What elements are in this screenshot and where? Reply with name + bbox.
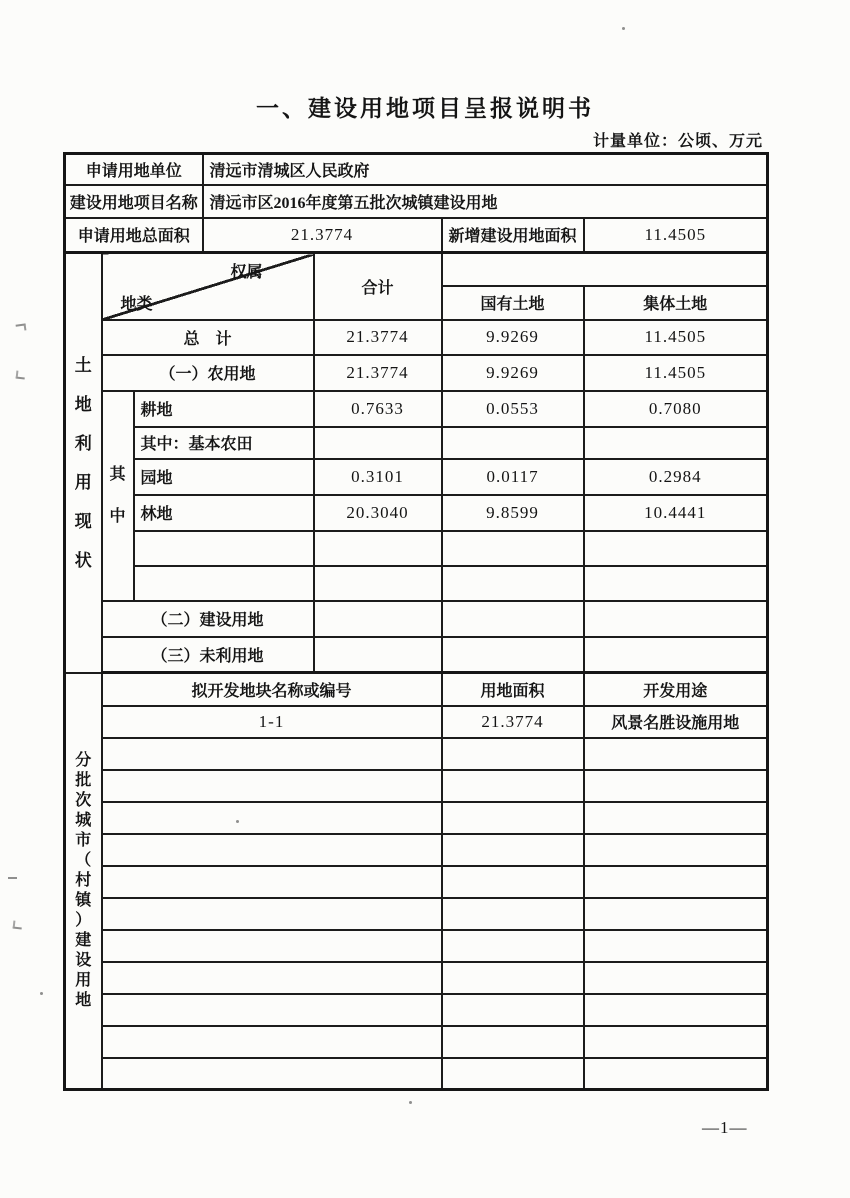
- empty-cell: [102, 770, 442, 802]
- unused-collective: [584, 637, 768, 673]
- empty-cell: [134, 531, 314, 566]
- column-header-parcel-name: 拟开发地块名称或编号: [102, 673, 442, 706]
- batch-section-label: [65, 673, 102, 1090]
- scan-artifact: [8, 877, 17, 879]
- row-label-garden: 园地: [134, 459, 314, 495]
- empty-cell: [584, 531, 768, 566]
- empty-cell: [584, 994, 768, 1026]
- diagonal-landtype-label: 地类: [120, 295, 153, 313]
- applicant-unit-value: 清远市清城区人民政府: [203, 154, 768, 185]
- new-area-value: 11.4505: [584, 218, 768, 253]
- unused-state: [442, 637, 584, 673]
- empty-cell: [442, 898, 584, 930]
- empty-cell: [102, 834, 442, 866]
- agricultural-collective: 11.4505: [584, 355, 768, 391]
- empty-cell: [314, 531, 442, 566]
- empty-cell: [584, 962, 768, 994]
- page-number: —1—: [702, 1118, 748, 1137]
- garden-total: 0.3101: [314, 459, 442, 495]
- empty-cell: [584, 898, 768, 930]
- parcel-name: 1-1: [102, 706, 442, 738]
- empty-cell: [442, 962, 584, 994]
- parcel-use: 风景名胜设施用地: [584, 706, 768, 738]
- row-label-unused: （三）未利用地: [102, 637, 314, 673]
- empty-cell: [584, 738, 768, 770]
- column-header-collective-land: 集体土地: [584, 286, 768, 320]
- empty-cell: [442, 930, 584, 962]
- scan-artifact: [16, 323, 27, 331]
- garden-state: 0.0117: [442, 459, 584, 495]
- empty-cell: [584, 834, 768, 866]
- empty-cell: [102, 866, 442, 898]
- total-area-label: 申请用地总面积: [65, 218, 203, 253]
- project-name-label: 建设用地项目名称: [65, 185, 203, 218]
- parcel-area: 21.3774: [442, 706, 584, 738]
- empty-cell: [442, 1058, 584, 1090]
- subgroup-label-text: 其中: [109, 465, 126, 525]
- empty-cell: [584, 770, 768, 802]
- applicant-unit-label: 申请用地单位: [65, 154, 203, 185]
- new-area-label: 新增建设用地面积: [442, 218, 584, 253]
- agricultural-total: 21.3774: [314, 355, 442, 391]
- column-header-parcel-area: 用地面积: [442, 673, 584, 706]
- diagonal-ownership-label: 权属: [230, 264, 263, 281]
- scan-artifact: [236, 820, 239, 823]
- empty-cell: [442, 834, 584, 866]
- unused-total: [314, 637, 442, 673]
- garden-collective: 0.2984: [584, 459, 768, 495]
- scan-artifact: [13, 921, 23, 930]
- empty-cell: [102, 898, 442, 930]
- empty-cell: [442, 738, 584, 770]
- empty-cell: [314, 566, 442, 601]
- empty-cell: [584, 866, 768, 898]
- basic-farmland-collective: [584, 427, 768, 459]
- grand-total-state: 9.9269: [442, 320, 584, 355]
- empty-cell: [102, 1058, 442, 1090]
- forest-collective: 10.4441: [584, 495, 768, 531]
- page-title: 一、建设用地项目呈报说明书: [256, 96, 594, 121]
- empty-cell: [442, 866, 584, 898]
- cultivated-state: 0.0553: [442, 391, 584, 427]
- empty-cell: [442, 531, 584, 566]
- land-application-form: [63, 152, 769, 1091]
- basic-farmland-total: [314, 427, 442, 459]
- basic-farmland-state: [442, 427, 584, 459]
- forest-state: 9.8599: [442, 495, 584, 531]
- empty-cell: [584, 1058, 768, 1090]
- row-label-construction: （二）建设用地: [102, 601, 314, 637]
- empty-cell: [102, 802, 442, 834]
- scan-artifact: [40, 992, 43, 995]
- empty-cell: [584, 566, 768, 601]
- construction-total: [314, 601, 442, 637]
- forest-total: 20.3040: [314, 495, 442, 531]
- scan-artifact: [16, 371, 26, 380]
- empty-cell: [102, 1026, 442, 1058]
- empty-cell: [442, 253, 768, 286]
- row-label-forest: 林地: [134, 495, 314, 531]
- column-header-total: 合计: [314, 253, 442, 320]
- land-use-section-label: [65, 253, 102, 673]
- empty-cell: [584, 930, 768, 962]
- cultivated-total: 0.7633: [314, 391, 442, 427]
- empty-cell: [102, 930, 442, 962]
- measure-unit-note: 计量单位：公顷、万元: [592, 133, 763, 150]
- diagonal-header-cell: [102, 253, 314, 320]
- total-area-value: 21.3774: [203, 218, 442, 253]
- subgroup-label-cell: [102, 391, 134, 601]
- construction-collective: [584, 601, 768, 637]
- empty-cell: [102, 962, 442, 994]
- row-label-grand-total: 总 计: [102, 320, 314, 355]
- scan-artifact: [622, 27, 625, 30]
- empty-cell: [102, 738, 442, 770]
- empty-cell: [584, 1026, 768, 1058]
- scan-artifact: [409, 1101, 412, 1104]
- empty-cell: [134, 566, 314, 601]
- row-label-agricultural: （一）农用地: [102, 355, 314, 391]
- project-name-value: 清远市区2016年度第五批次城镇建设用地: [203, 185, 768, 218]
- column-header-state-land: 国有土地: [442, 286, 584, 320]
- row-label-cultivated: 耕地: [134, 391, 314, 427]
- cultivated-collective: 0.7080: [584, 391, 768, 427]
- empty-cell: [442, 1026, 584, 1058]
- grand-total-collective: 11.4505: [584, 320, 768, 355]
- empty-cell: [442, 566, 584, 601]
- empty-cell: [442, 770, 584, 802]
- empty-cell: [442, 994, 584, 1026]
- empty-cell: [584, 802, 768, 834]
- column-header-development-use: 开发用途: [584, 673, 768, 706]
- row-label-basic-farmland: 其中：基本农田: [134, 427, 314, 459]
- construction-state: [442, 601, 584, 637]
- grand-total-total: 21.3774: [314, 320, 442, 355]
- batch-section-label-text: 分批次城市（村镇）建设用地: [75, 751, 92, 1009]
- empty-cell: [442, 802, 584, 834]
- empty-cell: [102, 994, 442, 1026]
- land-use-section-label-text: 土地利用现状: [74, 355, 92, 570]
- agricultural-state: 9.9269: [442, 355, 584, 391]
